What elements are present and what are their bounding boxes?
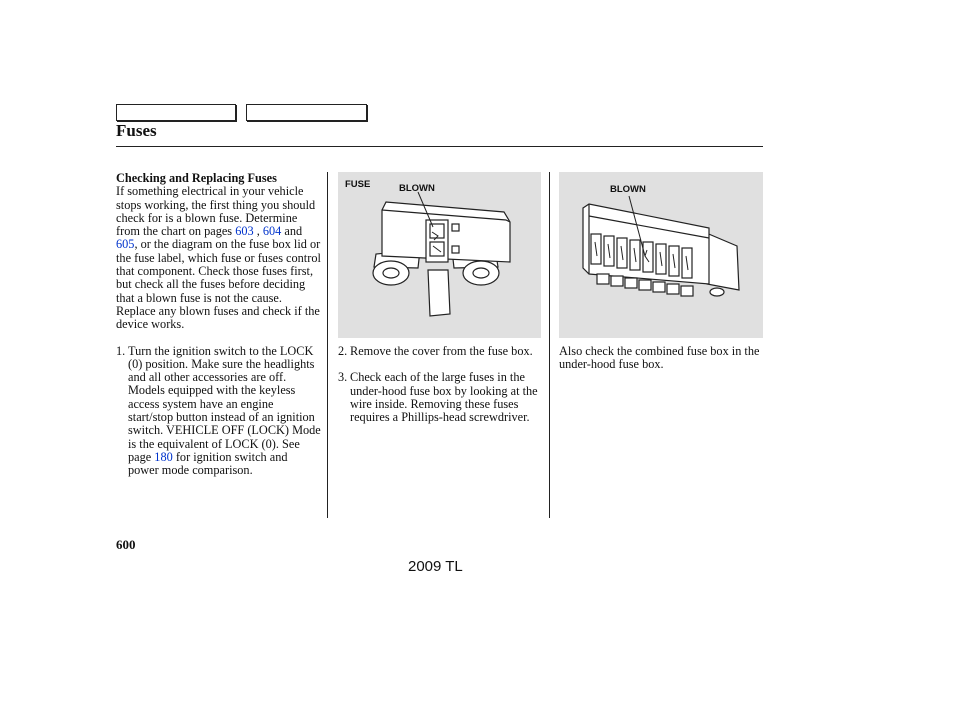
intro-text-after: , or the diagram on the fuse box lid or the fuse label, which fuse or fuses control that component. Check those fuses first, but check all the fuses before deciding that a blown fuse is not the cause. Replace any blown fuses and check if the device works. [116, 237, 321, 332]
page-link-180[interactable]: 180 [154, 449, 173, 464]
step-2-text: Remove the cover from the fuse box. [350, 344, 533, 358]
page-number: 600 [116, 537, 136, 552]
left-column [116, 172, 321, 478]
page-link-603[interactable]: 603 [235, 224, 254, 239]
right-column [559, 345, 764, 372]
large-fuse-figure [338, 172, 541, 338]
model-footer: 2009 TL [408, 558, 463, 575]
large-fuse-illustration [338, 172, 541, 338]
column-divider-1 [327, 172, 328, 518]
blown-label-2: BLOWN [610, 184, 646, 195]
step-2-number: 2. [338, 344, 348, 358]
and-text: and [284, 224, 303, 239]
step-3-number: 3. [338, 370, 348, 385]
blown-label: BLOWN [399, 183, 435, 194]
intro-paragraph: If something electrical in your vehicle stops working, the first thing you should check for is a blown fuse. Determine from the chart on pages 603 , 604 and 605, or the diagram on the fuse box lid or the fuse label, which fuse or fuses control that component. Check those fuses first, but check all the fuses before deciding that a blown fuse is not the cause. Replace any blown fuses and check if the device works. [116, 184, 321, 332]
step-1-note-before: Models equipped with the keyless access system have an engine start/stop button instead of an ignition switch. VEHICLE OFF (LOCK) Mode is the equivalent of LOCK (0). See page [128, 383, 321, 464]
step-2 [338, 345, 538, 358]
middle-column [338, 345, 538, 424]
step-1-text: Turn the ignition switch to the LOCK (0) position. Make sure the headlights and all other accessories are off. [128, 343, 315, 385]
intro-text-before: If something electrical in your vehicle stops working, the first thing you should check for is a blown fuse. Determine from the chart on pages [116, 184, 316, 239]
step-3-text: Check each of the large fuses in the under-hood fuse box by looking at the wire inside. Removing these fuses requires a Phillips-head screwdriver. [350, 370, 538, 425]
combined-fuse-box-figure [559, 172, 763, 338]
column-divider-2 [549, 172, 550, 518]
section-title: Fuses [116, 121, 157, 140]
nav-tab-box-2[interactable] [246, 104, 367, 121]
step-3 [338, 371, 538, 424]
step-1-note-after: for ignition switch and power mode comparison. [128, 449, 288, 478]
fuse-label: FUSE [345, 179, 371, 190]
combined-fuse-box-illustration [559, 172, 763, 338]
subsection-heading: Checking and Replacing Fuses [116, 171, 277, 185]
step-1 [116, 345, 321, 478]
page-link-605[interactable]: 605 [116, 237, 135, 252]
step-1-number: 1. [116, 343, 126, 358]
page-link-604[interactable]: 604 [262, 224, 282, 239]
right-column-text: Also check the combined fuse box in the under-hood fuse box. [559, 344, 760, 372]
nav-tab-box-1[interactable] [116, 104, 236, 121]
header-rule [116, 146, 763, 147]
